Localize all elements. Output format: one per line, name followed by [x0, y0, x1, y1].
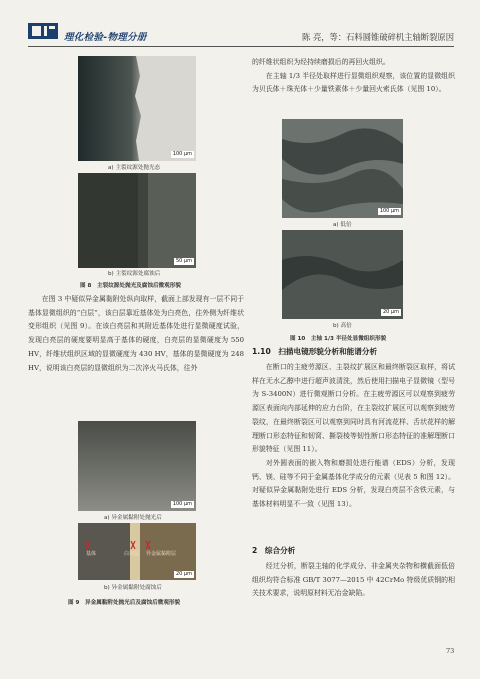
- header-rule: [28, 46, 454, 47]
- figure-8a-scale-bar: 100 μm: [172, 151, 192, 157]
- figure-9b-label-matrix: 基体: [86, 551, 97, 557]
- section-2-heading: 2 综合分析: [252, 546, 296, 555]
- figure-9b-caption: b) 异金属黏附处腐蚀后: [104, 585, 162, 591]
- figure-9a-scale-bar: 100 μm: [172, 501, 192, 507]
- figure-8-title: 图 8 主裂纹源处抛光及腐蚀后微观形貌: [80, 283, 181, 289]
- section-1-10-body: [252, 361, 455, 512]
- figure-10-title: 图 10 主轴 1/3 半径处显微组织形貌: [290, 336, 387, 342]
- paragraph-sem: 在断口的主疲劳源区、主裂纹扩展区和最终断裂区取样，将试样在无水乙醇中进行超声波清洗，然后使用扫描电子显微镜（型号为 S-3400N）进行微观断口分析。在主疲劳源区可以观察到疲劳源区表面向内部延伸的应力台阶，在主裂纹扩展区可以观察到疲劳裂纹，在最终断裂区可以观察到同时具有河流花样、舌状花样的解理断口形态特征和韧窝、撕裂棱等韧性断口形态特征的准解理断口形貌特征（见图 11）。: [252, 363, 455, 454]
- right-column-top-text: [252, 56, 455, 97]
- figure-9b-scale-bar: 20 μm: [175, 571, 192, 577]
- figure-9a-image: [78, 421, 196, 511]
- figure-8a-image: [78, 56, 196, 161]
- page-number: 73: [446, 647, 455, 655]
- figure-8b-image: [78, 173, 196, 268]
- section-1-10-heading: 1.10 扫描电镜形貌分析和能谱分析: [252, 347, 378, 356]
- figure-10a-scale-bar: 100 μm: [379, 208, 399, 214]
- paragraph-microstructure: 在主轴 1/3 半径处取样进行显微组织观察，该位置的显微组织为贝氏体＋珠光体＋少量铁素体＋少量回火索氏体（见图 10）。: [252, 71, 455, 94]
- figure-8a-caption: a) 主裂纹源处抛光态: [108, 165, 161, 171]
- figure-9a-caption: a) 异金属黏附处抛光后: [104, 515, 162, 521]
- figure-10b-scale-bar: 20 μm: [382, 309, 399, 315]
- figure-8b-scale-bar: 50 μm: [175, 258, 192, 264]
- journal-section-title: 理化检验-物理分册: [64, 32, 147, 43]
- figure-9b-image: [78, 523, 196, 580]
- paragraph-eds: 对外圆表面的嵌入物和磨损处进行能谱（EDS）分析，发现钙、镁、硅等不同于金属基体化学成分的元素（见表 5 和图 12）。对疑似异金属黏附处进行 EDS 分析，发现白亮层不含铁元素，与基体材料明显不一致（见图 13）。: [252, 458, 455, 509]
- figure-10a-image: [282, 119, 403, 218]
- section-2-body: [252, 560, 455, 601]
- figure-9b-label-white-layer: 白亮层: [124, 551, 140, 557]
- continuation-line: 的纤维状组织为经持续磨损后的再回火组织。: [252, 58, 390, 66]
- figure-9-title: 图 9 异金属黏附处抛光后及腐蚀后微观形貌: [68, 600, 181, 606]
- journal-logo-icon: [28, 20, 58, 42]
- left-column-paragraph: [28, 293, 244, 375]
- figure-8b-caption: b) 主裂纹源处腐蚀后: [108, 271, 161, 277]
- paragraph-analysis: 经过分析，断裂主轴的化学成分、非金属夹杂物和横截面低倍组织均符合标准 GB/T 3077—2015 中 42CrMo 特级优质钢的相关技术要求，说明原材料无冶金缺陷。: [252, 562, 455, 598]
- running-header-authors: 陈 亮，等：石料圆锥破碎机主轴断裂原因: [302, 32, 454, 42]
- figure-10b-caption: b) 高倍: [333, 323, 352, 329]
- figure-9b-label-adhesion-layer: 异金属黏附层: [146, 551, 177, 557]
- paragraph-white-layer: 在图 3 中疑似异金属黏附处纵向取样，截面上部发现有一层不同于基体显微组织的“白层”，该白层靠近基体处为白亮色，往外侧为纤维状变形组织（见图 9）。在该白亮层和其附近基体处进行显微硬度试验，发现白亮层的硬度要明显高于基体的硬度，白亮层的显微硬度为 550 HV，纤维状组织区域的显微硬度为 430 HV，基体的显微硬度为 248 HV，说明该白亮层的显微组织为二次淬火马氏体，往外: [28, 295, 244, 372]
- figure-10b-image: [282, 230, 403, 319]
- figure-10a-caption: a) 低倍: [333, 222, 352, 228]
